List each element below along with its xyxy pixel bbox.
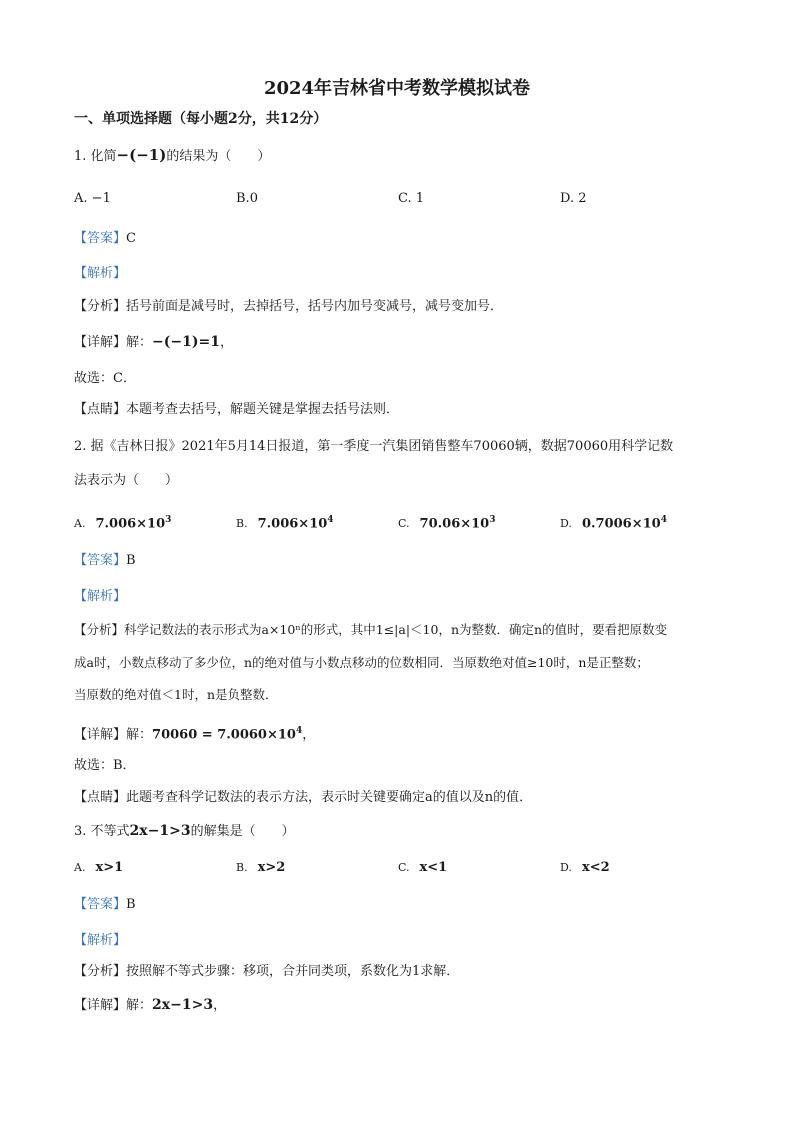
analysis-tag: 【解析】 bbox=[74, 266, 127, 281]
q2-choose: 故选：B． bbox=[74, 758, 136, 773]
page-title: 2024年吉林省中考数学模拟试卷 bbox=[263, 78, 531, 99]
detail-tag: 【详解】 bbox=[74, 335, 127, 350]
q1-detail: 【详解】解：−(−1)=1， bbox=[74, 334, 233, 350]
question-2-stem-line1: 2. 据《吉林日报》2021年5月14日报道，第一季度一汽集团销售整车70060辆，数据70060用科学记数 bbox=[74, 439, 674, 454]
q1-stem-post: 的结果为（ ） bbox=[166, 149, 271, 164]
q1-stem-math: −(−1) bbox=[116, 146, 167, 164]
section-heading: 一、单项选择题（每小题2分，共12分） bbox=[74, 111, 328, 127]
q2-fenxi-line3: 当原数的绝对值＜1时，n是负整数． bbox=[74, 687, 278, 702]
q1-option-d: D. 2 bbox=[560, 191, 587, 206]
q1-fenxi: 【分析】括号前面是减号时，去掉括号，括号内加号变减号，减号变加号． bbox=[74, 299, 504, 314]
q3-option-d: D. x<2 bbox=[560, 860, 610, 875]
q2-analysis: 【解析】 bbox=[74, 589, 127, 604]
question-1-stem bbox=[74, 146, 270, 166]
q1-choose: 故选：C． bbox=[74, 371, 136, 386]
q3-option-c: C. x<1 bbox=[398, 860, 448, 875]
answer-tag: 【答案】 bbox=[74, 231, 127, 246]
q2-option-b: B. $7.006\times 10^4$ bbox=[236, 515, 334, 532]
q2-option-c: C. $70.06\times 10^3$ bbox=[398, 515, 496, 532]
q3-analysis: 【解析】 bbox=[74, 933, 127, 948]
question-3-stem: 3. 不等式2x−1>3的解集是（ ） bbox=[74, 823, 295, 839]
q1-option-a: A. −1 bbox=[74, 191, 111, 206]
q2-fenxi-line1: 【分析】科学记数法的表示形式为a×10ⁿ的形式，其中1≤|a|＜10，n为整数．确定n的值时，要看把原数变 bbox=[74, 622, 668, 637]
q1-answer: 【答案】C bbox=[74, 231, 136, 246]
dianjing-tag: 【点睛】 bbox=[74, 402, 127, 417]
q2-option-a: A. $7.006\times 10^3$ bbox=[74, 515, 172, 532]
q3-option-b: B. x>2 bbox=[236, 860, 286, 875]
q2-answer: 【答案】B bbox=[74, 553, 136, 568]
q2-fenxi-line2: 成a时，小数点移动了多少位，n的绝对值与小数点移动的位数相同．当原数绝对值≥10时，n是正整数； bbox=[74, 655, 649, 670]
question-2-stem-line2: 法表示为（ ） bbox=[74, 473, 179, 488]
q1-option-c: C. 1 bbox=[398, 191, 425, 206]
q3-detail: 【详解】解：2x−1>3， bbox=[74, 997, 227, 1013]
q2-option-d: D. $0.7006\times 10^4$ bbox=[560, 515, 667, 532]
q2-dianjing: 【点睛】此题考查科学记数法的表示方法，表示时关键要确定a的值以及n的值． bbox=[74, 790, 533, 805]
q3-fenxi: 【分析】按照解不等式步骤：移项，合并同类项，系数化为1求解． bbox=[74, 964, 460, 979]
q1-analysis bbox=[74, 265, 126, 283]
q1-dianjing: 【点睛】本题考查去括号，解题关键是掌握去括号法则． bbox=[74, 402, 400, 417]
q3-option-a: A. x>1 bbox=[74, 860, 124, 875]
q3-answer: 【答案】B bbox=[74, 897, 136, 912]
q1-option-b: B.0 bbox=[236, 191, 258, 206]
q1-stem-pre: 1. 化简 bbox=[74, 149, 117, 164]
q2-detail: 【详解】解：$70060 = 7.0060\times 10^4$， bbox=[74, 726, 316, 743]
fenxi-tag: 【分析】 bbox=[74, 299, 127, 314]
